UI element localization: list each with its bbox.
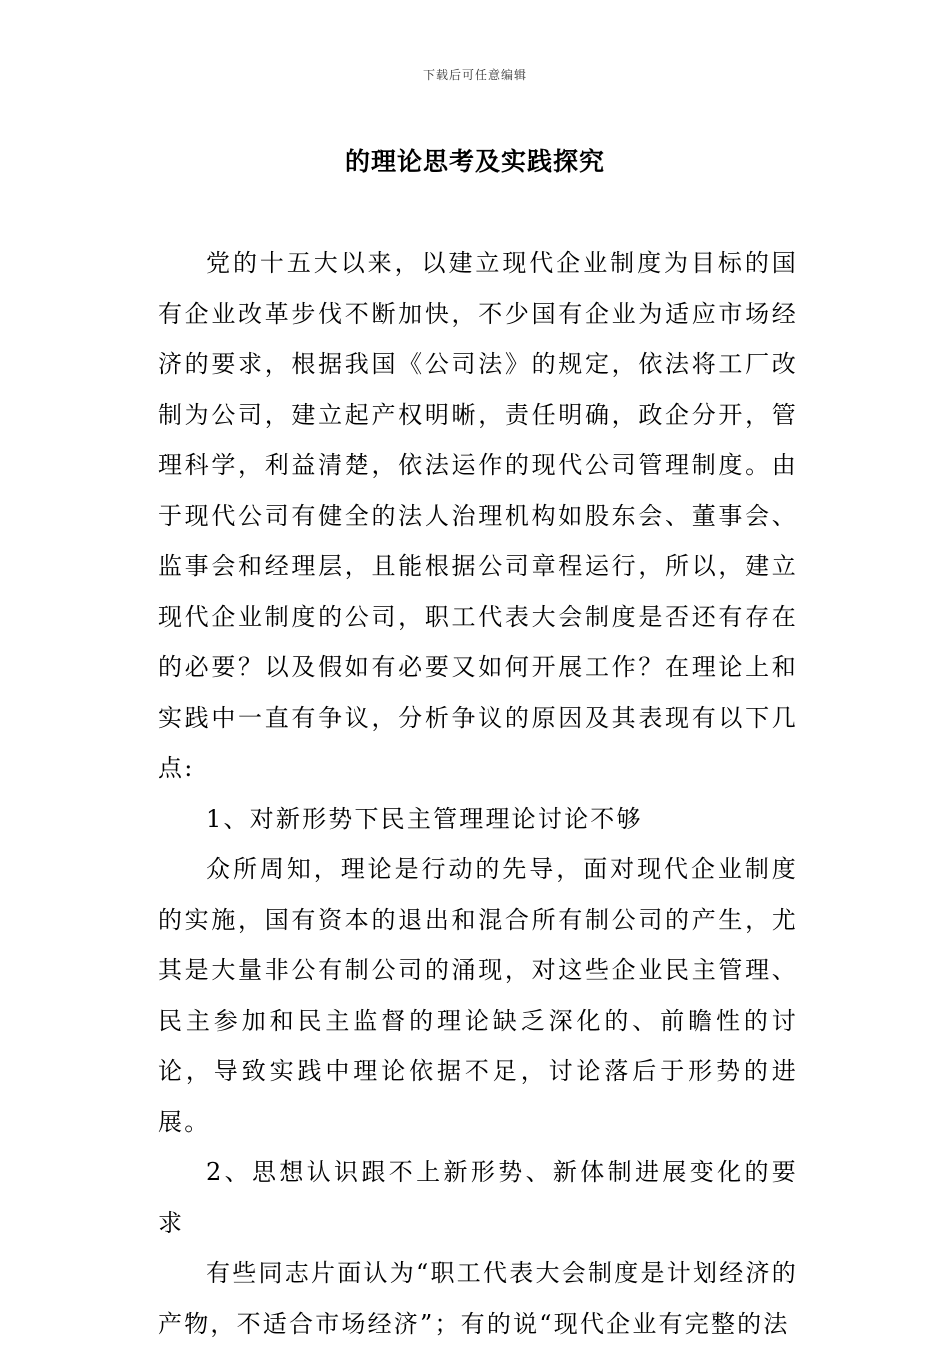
- paragraph-views: 有些同志片面认为“职工代表大会制度是计划经济的产物，不适合市场经济”；有的说“现代企业有完整的法: [158, 1259, 798, 1338]
- paragraph-intro: 党的十五大以来，以建立现代企业制度为目标的国有企业改革步伐不断加快，不少国有企业为适应市场经济的要求，根据我国《公司法》的规定，依法将工厂改制为公司，建立起产权明晰，责任明确，政企分开，管理科学，利益清楚，依法运作的现代公司管理制度。由于现代公司有健全的法人治理机构如股东会、董事会、监事会和经理层，且能根据公司章程运行，所以，建立现代企业制度的公司，职工代表大会制度是否还有存在的必要？以及假如有必要又如何开展工作？在理论上和实践中一直有争议，分析争议的原因及其表现有以下几点:: [158, 249, 798, 782]
- paragraph-theory: 众所周知，理论是行动的先导，面对现代企业制度的实施，国有资本的退出和混合所有制公司的产生，尤其是大量非公有制公司的涌现，对这些企业民主管理、民主参加和民主监督的理论缺乏深化的、前瞻性的讨论，导致实践中理论依据不足，讨论落后于形势的进展。: [158, 855, 798, 1136]
- paragraph-heading-2: 2、思想认识跟不上新形势、新体制进展变化的要求: [158, 1158, 798, 1237]
- header-note: 下载后可任意编辑: [422, 68, 527, 82]
- document-body: [158, 238, 798, 1349]
- document-title: 的理论思考及实践探究: [344, 147, 605, 176]
- paragraph-heading-1: 1、对新形势下民主管理理论讨论不够: [206, 804, 643, 833]
